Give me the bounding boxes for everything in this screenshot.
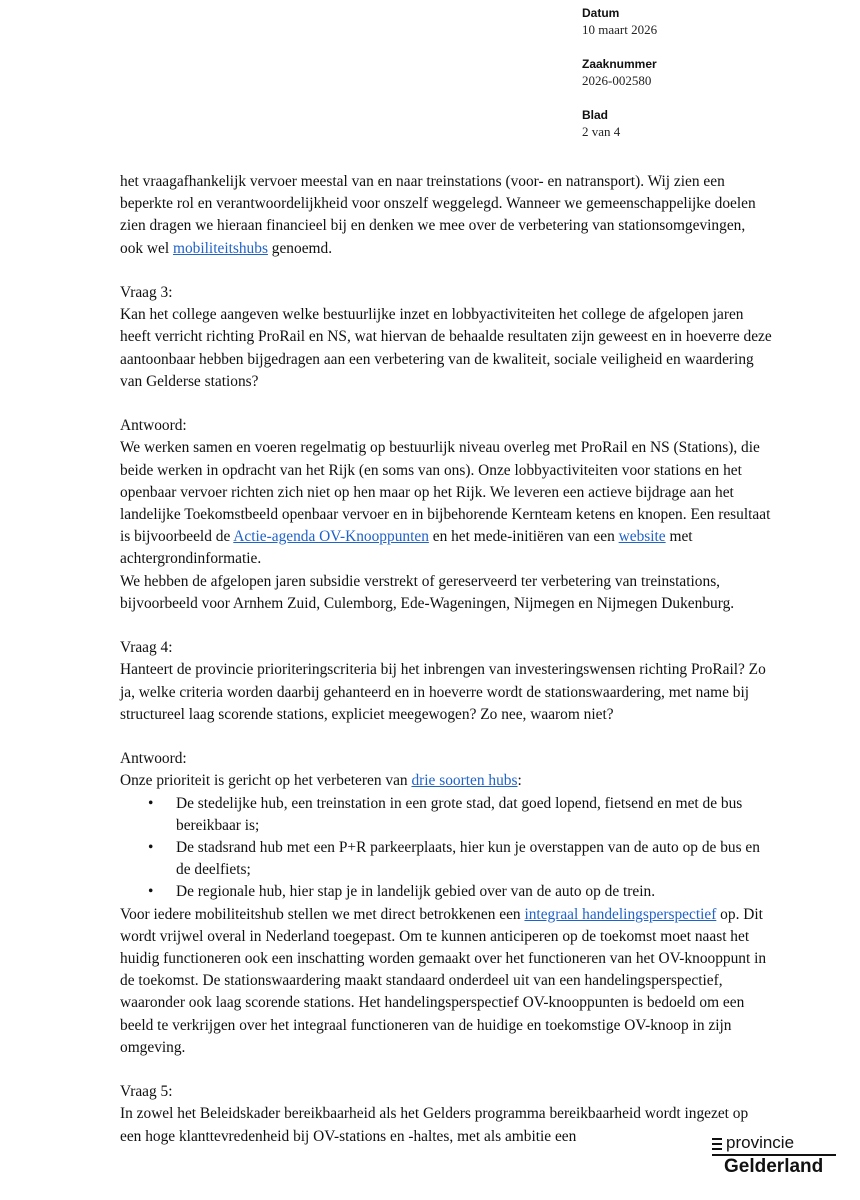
question-3-text: Kan het college aangeven welke bestuurlijke inzet en lobbyactiviteiten het college de afgelopen jaren heeft verricht richting ProRail en NS, wat hiervan de behaalde resultaten zijn geweest en in hoeverre deze aantoonbaar hebben bijgedragen aan een verbetering van de kwaliteit, sociale veiligheid en waardering van Gelderse stations? xyxy=(120,306,772,390)
logo-bars-icon xyxy=(712,1138,722,1153)
hub-list xyxy=(120,793,772,904)
list-item: • De stadsrand hub met een P+R parkeerplaats, hier kun je overstappen van de auto op de bus en de deelfiets; xyxy=(120,837,772,881)
document-meta xyxy=(582,5,842,158)
question-4-label: Vraag 4: xyxy=(120,639,173,657)
answer-3-subsidy: We hebben de afgelopen jaren subsidie verstrekt of gereserveerd ter verbetering van treinstations, bijvoorbeeld voor Arnhem Zuid, Culemborg, Ede-Wageningen, Nijmegen en Nijmegen Dukenburg. xyxy=(120,572,735,612)
question-4-text: Hanteert de provincie prioriteringscriteria bij het inbrengen van investeringswensen richting ProRail? Zo ja, welke criteria worden daarbij gehanteerd en in hoeverre wordt de stationswaardering, met name bij structureel laag scorende stations, expliciet meegewogen? Zo nee, waarom niet? xyxy=(120,661,766,723)
letter-body xyxy=(120,171,772,1148)
answer-4-label: Antwoord: xyxy=(120,750,187,768)
answer-3-text: We werken samen en voeren regelmatig op bestuurlijk niveau overleg met ProRail en NS (Stations), die beide werken in opdracht van het Rijk (en soms van ons). Onze lobbyactiviteiten voor stations en het openbaar vervoer richten zich niet op hen maar op het Rijk. We leveren een actieve bijdrage aan het landelijke Toekomstbeeld openbaar vervoer en in bijbehorende Kernteam ketens en knopen. Een resultaat is bijvoorbeeld de Actie-agenda OV-Knooppunten en het mede-initiëren van een website met achtergrondinformatie. xyxy=(120,439,771,568)
list-item: • De stedelijke hub, een treinstation in een grote stad, dat goed lopend, fietsend en met de bus bereikbaar is; xyxy=(120,793,772,837)
zaaknummer-label: Zaaknummer xyxy=(582,57,657,71)
datum-label: Datum xyxy=(582,6,620,20)
provincie-gelderland-logo xyxy=(712,1134,836,1178)
blad-value: 2 van 4 xyxy=(582,124,621,139)
link-actie-agenda[interactable]: Actie-agenda OV-Knooppunten xyxy=(233,528,429,546)
datum-value: 10 maart 2026 xyxy=(582,22,658,37)
link-website[interactable]: website xyxy=(618,528,666,546)
link-integraal-handelingsperspectief[interactable]: integraal handelingsperspectief xyxy=(524,905,717,923)
zaaknummer-value: 2026-002580 xyxy=(582,73,652,88)
logo-top-text: provincie xyxy=(726,1133,795,1152)
blad-label: Blad xyxy=(582,108,609,122)
answer-3-label: Antwoord: xyxy=(120,417,187,435)
link-mobiliteitshubs[interactable]: mobiliteitshubs xyxy=(173,239,268,257)
answer-4-intro: Onze prioriteit is gericht op het verbeteren van drie soorten hubs: xyxy=(120,772,522,790)
question-3-label: Vraag 3: xyxy=(120,284,173,301)
question-5-label: Vraag 5: xyxy=(120,1083,173,1101)
logo-bottom-text: Gelderland xyxy=(724,1156,824,1177)
link-drie-soorten-hubs[interactable]: drie soorten hubs xyxy=(411,772,518,790)
intro-paragraph: het vraagafhankelijk vervoer meestal van en naar treinstations (voor- en natransport). Wij zien een beperkte rol en verantwoordelijkheid voor onszelf weggelegd. Wanneer we gemeenschappelijke doelen zien dragen we hieraan financieel bij en denken we mee over de verbetering van stationsomgevingen, ook wel mobiliteitshubs genoemd. xyxy=(120,173,756,257)
question-5-text: In zowel het Beleidskader bereikbaarheid als het Gelders programma bereikbaarheid wordt ingezet op een hoge klanttevredenheid bij OV-stations en -haltes, met als ambitie een xyxy=(120,1105,749,1145)
list-item: • De regionale hub, hier stap je in landelijk gebied over van de auto op de trein. xyxy=(120,881,772,903)
answer-4-text: Voor iedere mobiliteitshub stellen we met direct betrokkenen een integraal handelingsperspectief op. Dit wordt vrijwel overal in Nederland toegepast. Om te kunnen anticiperen op de toekomst moet naast het huidig functioneren ook een inschatting worden gemaakt over het functioneren van het OV-knooppunt in de toekomst. De stationswaardering maakt standaard onderdeel uit van een handelingsperspectief, waaronder ook laag scorende stations. Het handelingsperspectief OV-knooppunten is bedoeld om een beeld te verkrijgen over het integraal functioneren van de huidige en toekomstige OV-knoop in zijn omgeving. xyxy=(120,905,767,1056)
